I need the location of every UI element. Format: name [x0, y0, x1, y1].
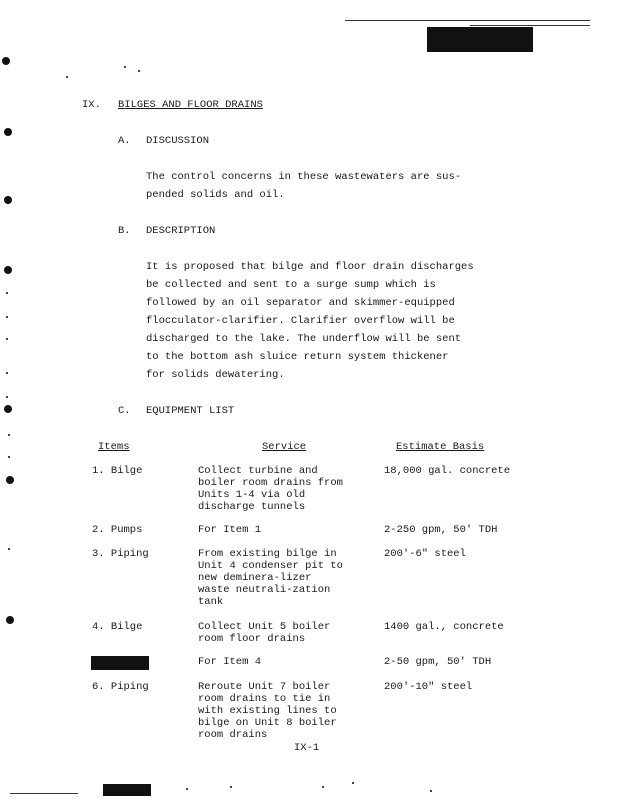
- scan-speck: [230, 786, 232, 788]
- discussion-line: pended solids and oil.: [146, 189, 285, 201]
- discussion-letter: A.: [118, 135, 131, 147]
- top-rule-short: [470, 25, 590, 26]
- punch-hole: [6, 476, 14, 484]
- redaction-block-bottom: [103, 784, 151, 796]
- top-rule: [345, 20, 590, 21]
- description-line: flocculator-clarifier. Clarifier overflow will be: [146, 315, 455, 327]
- table-row-basis: 18,000 gal. concrete: [384, 465, 511, 477]
- table-row-item: 6. Piping: [92, 681, 149, 693]
- margin-speck: [138, 70, 140, 72]
- margin-speck: [6, 372, 8, 374]
- table-row-basis: 2-250 gpm, 50' TDH: [384, 524, 498, 536]
- bottom-rule: [10, 793, 78, 794]
- description-line: for solids dewatering.: [146, 369, 285, 381]
- table-row-basis: 1400 gal., concrete: [384, 621, 504, 633]
- punch-hole: [4, 405, 12, 413]
- page-number: IX-1: [294, 742, 320, 754]
- table-row-item: 2. Pumps: [92, 524, 143, 536]
- description-heading: DESCRIPTION: [146, 225, 216, 237]
- punch-hole: [4, 266, 12, 274]
- margin-speck: [124, 66, 126, 68]
- table-row-service: Reroute Unit 7 boiler room drains to tie in with existing lines to bilge on Unit 8 boiler room drains: [198, 681, 337, 741]
- margin-speck: [6, 292, 8, 294]
- equipment-heading: EQUIPMENT LIST: [146, 405, 235, 417]
- description-line: be collected and sent to a surge sump which is: [146, 279, 436, 291]
- table-row-item: 1. Bilge: [92, 465, 143, 477]
- table-row-service: Collect Unit 5 boiler room floor drains: [198, 621, 331, 645]
- section-number: IX.: [82, 99, 101, 111]
- discussion-heading: DISCUSSION: [146, 135, 210, 147]
- table-row-service: For Item 4: [198, 656, 262, 668]
- section-title: BILGES AND FLOOR DRAINS: [118, 99, 263, 111]
- margin-speck: [6, 338, 8, 340]
- margin-speck: [6, 316, 8, 318]
- description-letter: B.: [118, 225, 131, 237]
- scan-speck: [430, 790, 432, 792]
- column-header-service: Service: [262, 441, 307, 453]
- table-row-item: 4. Bilge: [92, 621, 143, 633]
- description-line: discharged to the lake. The underflow will be sent: [146, 333, 462, 345]
- description-line: to the bottom ash sluice return system thickener: [146, 351, 449, 363]
- punch-hole: [4, 196, 12, 204]
- table-row-basis: 200'-10" steel: [384, 681, 473, 693]
- punch-hole: [2, 57, 10, 65]
- table-row-service: For Item 1: [198, 524, 262, 536]
- margin-speck: [66, 76, 68, 78]
- redaction-block-top: [427, 27, 533, 52]
- punch-hole: [6, 616, 14, 624]
- margin-speck: [8, 434, 10, 436]
- table-row-item: 3. Piping: [92, 548, 149, 560]
- redaction-block-item: [91, 656, 149, 670]
- table-row-service: Collect turbine and boiler room drains from Units 1-4 via old discharge tunnels: [198, 465, 343, 513]
- description-line: followed by an oil separator and skimmer-equipped: [146, 297, 455, 309]
- margin-speck: [6, 396, 8, 398]
- column-header-estimate-basis: Estimate Basis: [396, 441, 485, 453]
- scan-speck: [352, 782, 354, 784]
- scan-speck: [322, 786, 324, 788]
- column-header-items: Items: [98, 441, 130, 453]
- discussion-line: The control concerns in these wastewaters are sus-: [146, 171, 462, 183]
- description-line: It is proposed that bilge and floor drain discharges: [146, 261, 474, 273]
- equipment-letter: C.: [118, 405, 131, 417]
- margin-speck: [8, 548, 10, 550]
- table-row-service: From existing bilge in Unit 4 condenser pit to new deminera-lizer waste neutrali-zation tank: [198, 548, 343, 608]
- margin-speck: [8, 456, 10, 458]
- punch-hole: [4, 128, 12, 136]
- scan-speck: [186, 788, 188, 790]
- table-row-basis: 200'-6" steel: [384, 548, 466, 560]
- table-row-basis: 2-50 gpm, 50' TDH: [384, 656, 492, 668]
